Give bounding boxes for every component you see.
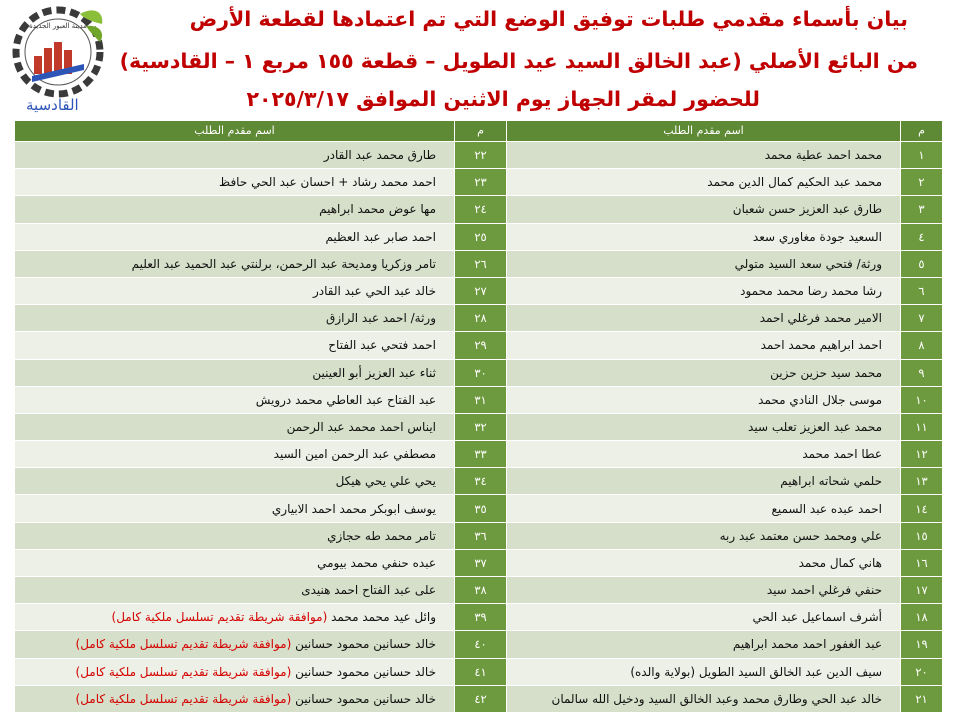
table-row: [15, 223, 943, 250]
row-number: ١٠: [901, 386, 943, 413]
table-row: [15, 468, 943, 495]
applicant-name-text: ورثة/ احمد عبد الرازق: [326, 311, 436, 326]
row-number: ٦: [901, 277, 943, 304]
col-header-name-right: اسم مقدم الطلب: [507, 121, 901, 142]
applicant-name: [15, 250, 455, 277]
row-number: ٧: [901, 305, 943, 332]
applicant-name: [15, 604, 455, 631]
applicant-name: [15, 332, 455, 359]
table-row: [15, 604, 943, 631]
table-row: [15, 549, 943, 576]
applicant-name: رشا محمد رضا محمد محمود: [507, 277, 901, 304]
applicant-name: [15, 386, 455, 413]
applicant-name: محمد عبد العزيز تعلب سيد: [507, 413, 901, 440]
applicant-name: السعيد جودة مغاوري سعد: [507, 223, 901, 250]
row-number: ٢٧: [455, 277, 507, 304]
row-number: ١: [901, 142, 943, 169]
applicant-name: عطا احمد محمد: [507, 441, 901, 468]
applicant-name: [15, 277, 455, 304]
row-number: ٣: [901, 196, 943, 223]
applicant-name-text: يحي علي يحي هيكل: [335, 474, 436, 489]
row-number: ٣٧: [455, 549, 507, 576]
applicant-name: [15, 142, 455, 169]
row-number: ٤١: [455, 658, 507, 685]
applicant-name-text: تامر محمد طه حجازي: [327, 528, 436, 543]
applicant-name-text: ثناء عبد العزيز أبو العينين: [312, 365, 436, 380]
applicant-name: احمد عبده عبد السميع: [507, 495, 901, 522]
applicant-name: [15, 549, 455, 576]
applicant-name: محمد احمد عطية محمد: [507, 142, 901, 169]
approval-condition-note: (موافقة شريطة تقديم تسلسل ملكية كامل): [75, 664, 292, 679]
row-number: ٣٥: [455, 495, 507, 522]
row-number: ١٩: [901, 631, 943, 658]
row-number: ٢٦: [455, 250, 507, 277]
row-number: ٢٣: [455, 169, 507, 196]
applicant-name-text: مها عوض محمد ابراهيم: [319, 202, 436, 217]
table-row: [15, 359, 943, 386]
applicant-name: حلمي شحاته ابراهيم: [507, 468, 901, 495]
applicant-name: أشرف اسماعيل عبد الحي: [507, 604, 901, 631]
table-row: [15, 277, 943, 304]
row-number: ٤٢: [455, 685, 507, 712]
row-number: ٢٨: [455, 305, 507, 332]
applicant-name: هاني كمال محمد: [507, 549, 901, 576]
applicant-name: [15, 169, 455, 196]
applicant-name: [15, 577, 455, 604]
applicant-name: سيف الدين عبد الخالق السيد الطويل (بولاية والده): [507, 658, 901, 685]
col-header-num-right: م: [901, 121, 943, 142]
applicant-name: محمد عبد الحكيم كمال الدين محمد: [507, 169, 901, 196]
table-row: [15, 386, 943, 413]
applicant-name: ورثة/ فتحي سعد السيد متولي: [507, 250, 901, 277]
row-number: ٢١: [901, 685, 943, 712]
row-number: ٢٠: [901, 658, 943, 685]
title-line-1: بيان بأسماء مقدمي طلبات توفيق الوضع التي تم اعتمادها لقطعة الأرض: [189, 7, 908, 31]
applicant-name: [15, 413, 455, 440]
row-number: ٣٦: [455, 522, 507, 549]
row-number: ٣٨: [455, 577, 507, 604]
applicant-name: [15, 468, 455, 495]
logo-text: مدينة العبور الجديدة: [29, 22, 87, 30]
row-number: ٨: [901, 332, 943, 359]
table-row: [15, 495, 943, 522]
approval-condition-note: (موافقة شريطة تقديم تسلسل ملكية كامل): [111, 610, 328, 625]
table-row: [15, 685, 943, 712]
applicant-name: [15, 441, 455, 468]
table-header-row: [15, 121, 943, 142]
row-number: ٢٩: [455, 332, 507, 359]
row-number: ٣٣: [455, 441, 507, 468]
table-row: [15, 169, 943, 196]
col-header-name-left: اسم مقدم الطلب: [15, 121, 455, 142]
applicant-name-text: احمد صابر عبد العظيم: [325, 229, 436, 244]
row-number: ١٥: [901, 522, 943, 549]
applicant-name-text: تامر وزكريا ومديحة عبد الرحمن، برلنتي عبد الحميد عبد العليم: [131, 256, 436, 271]
approval-condition-note: (موافقة شريطة تقديم تسلسل ملكية كامل): [75, 637, 292, 652]
row-number: ١٣: [901, 468, 943, 495]
table-row: [15, 250, 943, 277]
applicant-name: الامير محمد فرغلي احمد: [507, 305, 901, 332]
applicant-name-text: طارق محمد عبد القادر: [323, 148, 436, 163]
row-number: ٤٠: [455, 631, 507, 658]
applicant-name: حنفي فرغلي احمد سيد: [507, 577, 901, 604]
applicant-name-text: احمد محمد رشاد + احسان عبد الحي حافظ: [219, 175, 436, 190]
table-row: [15, 413, 943, 440]
applicant-name: محمد سيد حزين حزين: [507, 359, 901, 386]
table-row: [15, 196, 943, 223]
applicant-name-text: خالد حسانين محمود حسانين: [295, 664, 436, 679]
applicant-name-text: ايناس احمد محمد عبد الرحمن: [286, 419, 436, 434]
applicant-name: [15, 223, 455, 250]
table-row: [15, 142, 943, 169]
row-number: ٢: [901, 169, 943, 196]
approval-condition-note: (موافقة شريطة تقديم تسلسل ملكية كامل): [75, 691, 292, 706]
applicant-name: [15, 631, 455, 658]
applicant-name: [15, 305, 455, 332]
row-number: ١٨: [901, 604, 943, 631]
title-line-3: للحضور لمقر الجهاز يوم الاثنين الموافق ٢٠٢٥/٣/١٧: [246, 87, 760, 111]
table-row: [15, 577, 943, 604]
applicant-name: [15, 685, 455, 712]
applicant-name: [15, 196, 455, 223]
applicant-name-text: عبده حنفي محمد بيومي: [317, 555, 436, 570]
title-line-2: من البائع الأصلي (عبد الخالق السيد عيد الطويل – قطعة ١٥٥ مربع ١ – القادسية): [119, 49, 918, 73]
applicant-name: طارق عبد العزيز حسن شعبان: [507, 196, 901, 223]
row-number: ٩: [901, 359, 943, 386]
applicant-name-text: يوسف ابوبكر محمد احمد الابياري: [271, 501, 436, 516]
row-number: ١٤: [901, 495, 943, 522]
row-number: ١١: [901, 413, 943, 440]
document-header: [0, 0, 960, 118]
table-row: [15, 441, 943, 468]
row-number: ٢٢: [455, 142, 507, 169]
table-row: [15, 332, 943, 359]
applicant-name-text: خالد عبد الحي عبد القادر: [312, 284, 436, 299]
applicant-name-text: عبد الفتاح عبد العاطي محمد درويش: [255, 392, 436, 407]
applicant-name: [15, 495, 455, 522]
table-row: [15, 305, 943, 332]
table-row: [15, 658, 943, 685]
applicant-name: احمد ابراهيم محمد احمد: [507, 332, 901, 359]
col-header-num-left: م: [455, 121, 507, 142]
row-number: ٣٠: [455, 359, 507, 386]
applicant-name-text: خالد حسانين محمود حسانين: [295, 637, 436, 652]
applicant-name-text: مصطفي عبد الرحمن امين السيد: [273, 447, 436, 462]
applicant-name: [15, 359, 455, 386]
applicant-name: [15, 522, 455, 549]
applicant-name-text: على عبد الفتاح احمد هنيدى: [301, 583, 436, 598]
row-number: ٣١: [455, 386, 507, 413]
row-number: ١٧: [901, 577, 943, 604]
row-number: ٣٩: [455, 604, 507, 631]
applicant-name: [15, 658, 455, 685]
logo-caption: القادسية: [26, 96, 79, 114]
table-row: [15, 522, 943, 549]
row-number: ١٢: [901, 441, 943, 468]
applicants-table: [14, 120, 943, 713]
row-number: ٥: [901, 250, 943, 277]
row-number: ٣٢: [455, 413, 507, 440]
applicant-name: عبد الغفور احمد محمد ابراهيم: [507, 631, 901, 658]
applicant-name: موسى جلال النادي محمد: [507, 386, 901, 413]
row-number: ١٦: [901, 549, 943, 576]
applicant-name-text: خالد حسانين محمود حسانين: [295, 691, 436, 706]
applicant-name-text: احمد فتحي عبد الفتاح: [328, 338, 436, 353]
row-number: ٢٥: [455, 223, 507, 250]
row-number: ٤: [901, 223, 943, 250]
applicant-name-text: وائل عيد محمد محمد: [331, 610, 436, 625]
table-row: [15, 631, 943, 658]
applicant-name: خالد عبد الحي وطارق محمد وعبد الخالق السيد ودخيل الله سالمان: [507, 685, 901, 712]
applicant-name: علي ومحمد حسن معتمد عبد ربه: [507, 522, 901, 549]
row-number: ٢٤: [455, 196, 507, 223]
row-number: ٣٤: [455, 468, 507, 495]
